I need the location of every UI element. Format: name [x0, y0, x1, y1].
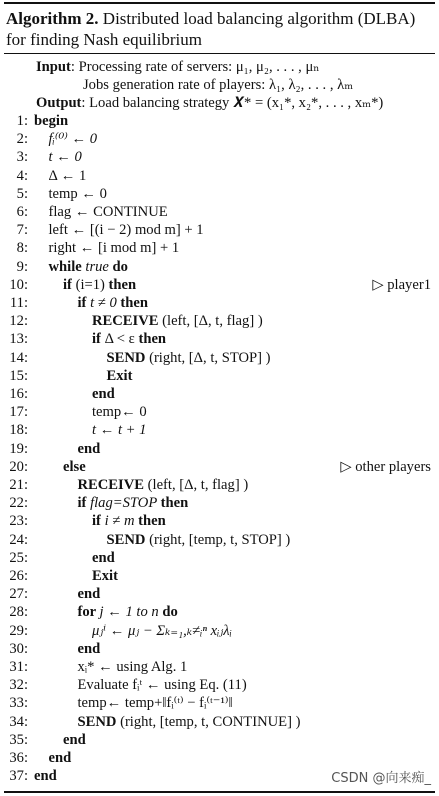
line-code	[78, 585, 101, 603]
keyword: else	[63, 458, 86, 475]
code-text: temp← 0	[92, 404, 147, 421]
keyword: if	[92, 513, 105, 530]
line-comment: ▷ other players	[340, 458, 431, 475]
line-code	[78, 603, 178, 621]
top-rule	[4, 2, 435, 4]
algorithm-line	[0, 476, 439, 494]
algorithm-line	[0, 512, 439, 530]
line-code	[63, 458, 86, 476]
algorithm-line	[0, 112, 439, 130]
algorithm-line	[0, 403, 439, 421]
line-code	[107, 367, 133, 385]
line-number: 34:	[9, 713, 28, 730]
algorithm-line	[0, 239, 439, 257]
line-code	[107, 349, 271, 367]
line-number: 12:	[9, 313, 28, 330]
keyword: SEND	[106, 349, 146, 366]
bottom-rule	[4, 791, 435, 793]
line-code	[49, 258, 128, 276]
line-code	[92, 512, 166, 530]
code-text: (right, [Δ, t, STOP] )	[145, 349, 271, 366]
line-number: 35:	[9, 731, 28, 748]
algorithm-line	[0, 749, 439, 767]
line-number: 16:	[9, 386, 28, 402]
line-comment: ▷ player1	[372, 276, 431, 293]
code-text: (left, [Δ, t, flag] )	[158, 313, 263, 330]
code-text: Δ ← 1	[48, 167, 87, 184]
line-code	[34, 767, 57, 785]
algorithm-line	[0, 640, 439, 658]
input-text: : Processing rate of servers: μ₁, μ₂, . . . , μₙ	[70, 59, 320, 75]
line-code	[92, 385, 115, 403]
line-number: 30:	[9, 640, 28, 657]
code-text: xᵢ* ← using Alg. 1	[77, 659, 188, 675]
keyword: end	[63, 731, 86, 748]
line-number: 20:	[9, 458, 28, 475]
code-text: t ← t + 1	[92, 422, 147, 439]
keyword: begin	[34, 113, 69, 129]
input-line-2	[83, 76, 353, 94]
code-text: left ← [(i − 2) mod m] + 1	[48, 222, 204, 239]
line-number: 22:	[9, 495, 28, 512]
algorithm-line	[0, 567, 439, 585]
algorithm-line	[0, 458, 439, 476]
line-code	[78, 694, 233, 712]
line-code	[78, 440, 101, 458]
line-code	[49, 148, 82, 166]
line-code	[63, 731, 86, 749]
line-number: 31:	[9, 659, 28, 675]
algorithm-line	[0, 622, 439, 640]
keyword: Exit	[106, 367, 133, 384]
keyword: Exit	[92, 568, 118, 584]
line-code	[49, 167, 87, 185]
keyword: end	[77, 640, 101, 657]
line-number: 21:	[9, 477, 28, 493]
code-text: flag ← CONTINUE	[48, 204, 168, 220]
algorithm-line	[0, 221, 439, 239]
algorithm-line	[0, 440, 439, 458]
code-text: right ← [i mod m] + 1	[48, 240, 180, 257]
line-number: 10:	[9, 276, 28, 293]
line-number: 1:	[16, 113, 28, 129]
algorithm-line	[0, 603, 439, 621]
line-number: 9:	[16, 258, 28, 275]
line-code	[92, 549, 115, 567]
keyword: then	[108, 276, 137, 293]
line-number: 15:	[9, 367, 28, 384]
algorithm-line	[0, 349, 439, 367]
algorithm-line	[0, 167, 439, 185]
code-text: (left, [Δ, t, flag] )	[144, 477, 249, 493]
algorithm-line	[0, 713, 439, 731]
keyword: end	[48, 750, 72, 766]
algorithm-line	[0, 658, 439, 676]
code-text: t ≠ 0	[90, 295, 121, 311]
line-number: 19:	[9, 440, 28, 457]
line-code	[78, 713, 301, 731]
caption-label: Algorithm 2.	[6, 9, 99, 28]
algorithm-line	[0, 385, 439, 403]
line-number: 32:	[9, 677, 28, 694]
code-text: Δ < ε	[104, 331, 139, 348]
line-code	[78, 658, 188, 676]
line-number: 7:	[16, 222, 28, 239]
keyword: end	[34, 768, 57, 785]
line-number: 24:	[9, 531, 28, 548]
keyword: if	[63, 276, 76, 293]
code-text: (right, [temp, t, CONTINUE] )	[116, 713, 301, 730]
line-number: 5:	[16, 185, 28, 202]
line-number: 18:	[9, 422, 28, 439]
line-number: 25:	[9, 549, 28, 566]
keyword: SEND	[106, 531, 146, 548]
line-code	[107, 531, 291, 549]
keyword: then	[138, 513, 166, 530]
code-text: (i=1)	[75, 276, 109, 293]
algorithm-line	[0, 148, 439, 166]
line-number: 14:	[9, 349, 28, 366]
line-number: 37:	[9, 768, 28, 785]
algorithm-line	[0, 258, 439, 276]
caption-rule	[4, 53, 435, 54]
line-code	[92, 330, 166, 348]
line-number: 23:	[9, 513, 28, 530]
line-number: 3:	[16, 149, 28, 166]
algorithm-line	[0, 367, 439, 385]
keyword: SEND	[77, 713, 117, 730]
line-code	[78, 640, 101, 658]
algorithm-line	[0, 731, 439, 749]
keyword: do	[108, 258, 128, 275]
algorithm-line	[0, 531, 439, 549]
code-text: temp← temp+‖fᵢ⁽ᵗ⁾ − fᵢ⁽ᵗ⁻¹⁾‖	[77, 695, 233, 712]
keyword: while	[48, 258, 86, 275]
line-number: 6:	[16, 204, 28, 220]
caption-text: Distributed load balancing algorithm (DLBA) for finding Nash equilibrium	[6, 9, 416, 49]
line-number: 28:	[9, 604, 28, 621]
line-code	[92, 567, 118, 585]
line-code	[92, 403, 147, 421]
keyword: if	[77, 495, 91, 512]
keyword: RECEIVE	[77, 477, 144, 493]
line-code	[78, 476, 249, 494]
keyword: if	[92, 331, 105, 348]
line-number: 4:	[16, 167, 28, 184]
keyword: if	[77, 295, 91, 311]
code-text: i ≠ m	[104, 513, 139, 530]
line-code	[92, 622, 232, 640]
output-line	[36, 94, 383, 112]
keyword: end	[92, 549, 115, 566]
algorithm-line	[0, 694, 439, 712]
code-text: true	[85, 258, 109, 275]
keyword: end	[77, 440, 101, 457]
code-text: Evaluate fᵢᵗ ← using Eq. (11)	[77, 677, 247, 694]
keyword: end	[92, 386, 115, 402]
keyword: then	[138, 331, 167, 348]
keyword: for	[77, 604, 100, 621]
line-code	[49, 221, 204, 239]
watermark: CSDN @向来痴_	[331, 771, 431, 786]
line-code	[92, 312, 263, 330]
input-text-2: Jobs generation rate of players: λ₁, λ₂, . . . , λₘ	[83, 77, 354, 93]
line-code	[49, 130, 98, 148]
code-text: flag=STOP	[90, 495, 161, 512]
line-code	[49, 185, 107, 203]
output-text: : Load balancing strategy 𝑿* = (x₁*, x₂*, . . . , xₘ*)	[81, 95, 384, 111]
algorithm-line	[0, 421, 439, 439]
algorithm-line	[0, 549, 439, 567]
line-number: 26:	[9, 568, 28, 584]
line-code	[78, 494, 189, 512]
keyword: RECEIVE	[92, 313, 159, 330]
line-code	[78, 294, 148, 312]
line-number: 17:	[9, 404, 28, 421]
code-text: t ← 0	[48, 149, 82, 166]
code-text: j ← 1 to n	[99, 604, 163, 621]
input-keyword: Input	[36, 59, 71, 75]
algorithm-line	[0, 585, 439, 603]
algorithm-line	[0, 330, 439, 348]
code-text: temp ← 0	[48, 185, 107, 202]
algorithm-caption	[6, 8, 434, 50]
line-code	[78, 676, 247, 694]
algorithm-line	[0, 203, 439, 221]
keyword: end	[77, 586, 101, 603]
input-line	[36, 58, 320, 76]
code-text: μⱼⁱ ← μⱼ − Σₖ₌₁,ₖ≠ᵢⁿ xᵢⱼλᵢ	[92, 622, 232, 639]
keyword: then	[120, 295, 148, 311]
keyword: do	[162, 604, 178, 621]
line-code	[49, 749, 72, 767]
output-keyword: Output	[36, 95, 82, 111]
line-code	[92, 421, 146, 439]
algorithm-line	[0, 676, 439, 694]
line-number: 27:	[9, 586, 28, 603]
algorithm-line	[0, 185, 439, 203]
algorithm-line	[0, 276, 439, 294]
line-code	[63, 276, 136, 294]
line-number: 36:	[9, 750, 28, 766]
line-code	[34, 112, 68, 130]
algorithm-line	[0, 130, 439, 148]
line-number: 29:	[9, 622, 28, 639]
line-number: 13:	[9, 331, 28, 348]
line-code	[49, 239, 180, 257]
line-code	[49, 203, 168, 221]
keyword: then	[160, 495, 189, 512]
line-number: 2:	[16, 131, 28, 148]
code-text: (right, [temp, t, STOP] )	[145, 531, 291, 548]
line-number: 11:	[9, 295, 28, 311]
line-number: 8:	[16, 240, 28, 257]
algorithm-line	[0, 294, 439, 312]
algorithm-line	[0, 312, 439, 330]
code-text: fᵢ⁽⁰⁾ ← 0	[48, 131, 98, 148]
algorithm-line	[0, 494, 439, 512]
line-number: 33:	[9, 695, 28, 712]
